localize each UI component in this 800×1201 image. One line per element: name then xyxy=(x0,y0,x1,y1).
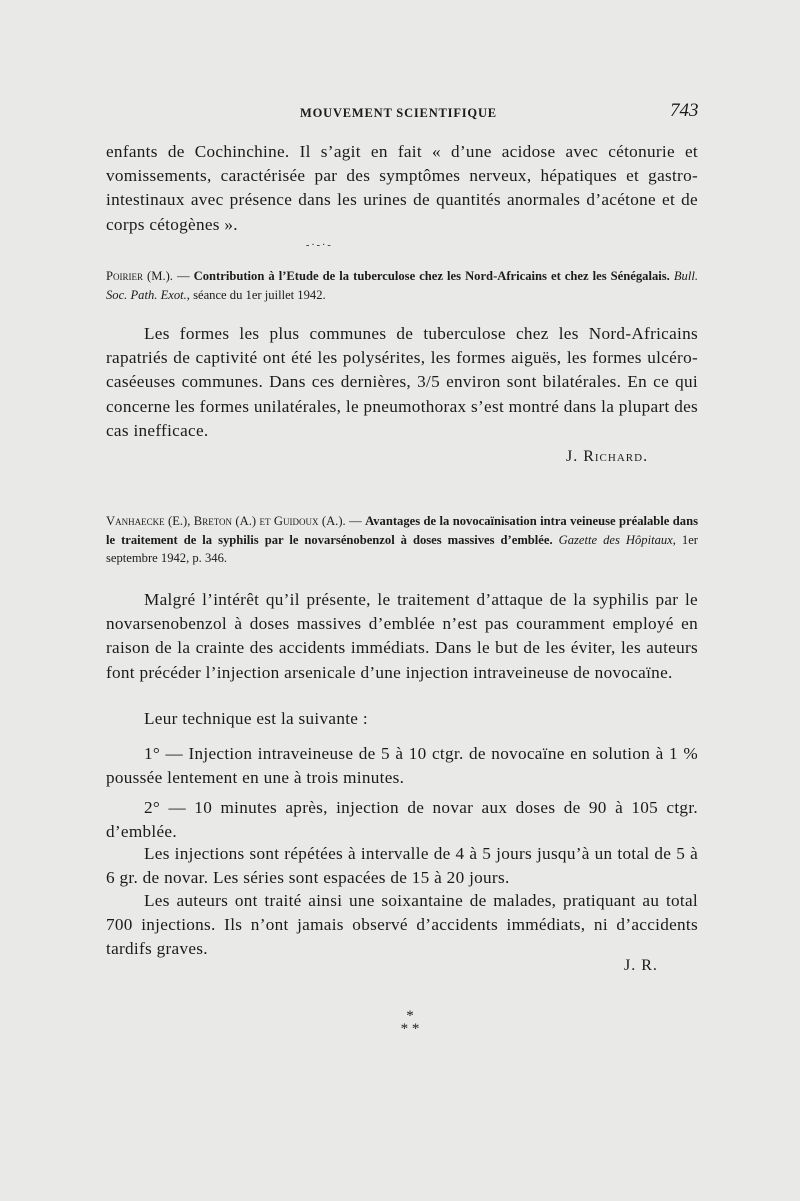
reference-details: , 1er septembre 1942, p. 346. xyxy=(106,532,698,565)
abstract-paragraph-results: Les auteurs ont traité ainsi une soixantaine de malades, pratiquant au total 700 injections. Ils n’ont jamais observé d’accidents immédiats, ni d’accidents tardifs graves. xyxy=(106,891,698,959)
technique-step-1: 1° — Injection intraveineuse de 5 à 10 ctgr. de novocaïne en solution à 1 % poussée lentement en une à trois minutes. xyxy=(106,744,698,788)
reference-details: , séance du 1er juillet 1942. xyxy=(186,287,326,302)
reference-journal: Bull. Soc. Path. Exot. xyxy=(106,269,698,302)
abstract-paragraph: Les formes les plus communes de tuberculose chez les Nord-Africains rapatriés de captivité ont été les polysérites, les formes aiguës, les formes ulcéro-caséeuses communes. Dans ces dernières, 3/5 environ sont bilatérales. En ce qui concerne les formes unilatérales, le pneumothorax s’est montré dans la plupart des cas inefficace. xyxy=(106,324,698,440)
reference-dash: — xyxy=(172,269,194,283)
asterism-top: * xyxy=(406,1008,414,1024)
signature-text: J. Richard. xyxy=(566,448,649,465)
reference-journal: Gazette des Hôpitaux xyxy=(558,532,673,547)
signature-jr: J. R. xyxy=(624,957,658,974)
technique-intro: Leur technique est la suivante : xyxy=(144,709,368,728)
running-title: MOUVEMENT SCIENTIFIQUE xyxy=(300,106,497,120)
signature-richard xyxy=(566,448,648,466)
reference-vanhaecke xyxy=(106,512,698,568)
reference-dash: — xyxy=(345,514,366,528)
reference-authors: Poirier (M.). xyxy=(106,269,173,283)
asterism xyxy=(390,1010,430,1036)
reference-poirier xyxy=(106,267,698,304)
abstract-paragraph-1: Malgré l’intérêt qu’il présente, le traitement d’attaque de la syphilis par le novarsenobenzol à doses massives d’emblée n’est pas couramment employé en raison de la crainte des accidents immédiats. Dans le but de les éviter, les auteurs font précéder l’injection arsenicale d’une injection intraveineuse de novocaïne. xyxy=(106,590,698,682)
intro-paragraph: enfants de Cochinchine. Il s’agit en fait « d’une acidose avec cétonurie et vomissements, caractérisée par des symptômes nerveux, hépatiques et gastro-intestinaux avec présence dans les urines de quantités anormales d’acétone et de corps cétogènes ». xyxy=(106,142,698,234)
small-separator: -·-·- xyxy=(306,240,333,251)
page-number: 743 xyxy=(670,100,699,121)
reference-title: Contribution à l’Etude de la tuberculose chez les Nord-Africains et chez les Sénégalais. xyxy=(193,269,670,283)
reference-authors: Vanhaecke (E.), Breton (A.) et Guidoux (A.). xyxy=(106,514,346,528)
reference-title: Avantages de la novocaïnisation intra veineuse préalable dans le traitement de la syphilis par le novarsénobenzol à doses massives d’emblée. xyxy=(106,514,699,547)
running-head xyxy=(0,100,800,130)
abstract-paragraph-injections: Les injections sont répétées à intervalle de 4 à 5 jours jusqu’à un total de 5 à 6 gr. de novar. Les séries sont espacées de 15 à 20 jours. xyxy=(106,844,698,888)
asterism-bottom: * * xyxy=(400,1021,420,1037)
technique-step-2: 2° — 10 minutes après, injection de novar aux doses de 90 à 105 ctgr. d’emblée. xyxy=(106,798,698,842)
